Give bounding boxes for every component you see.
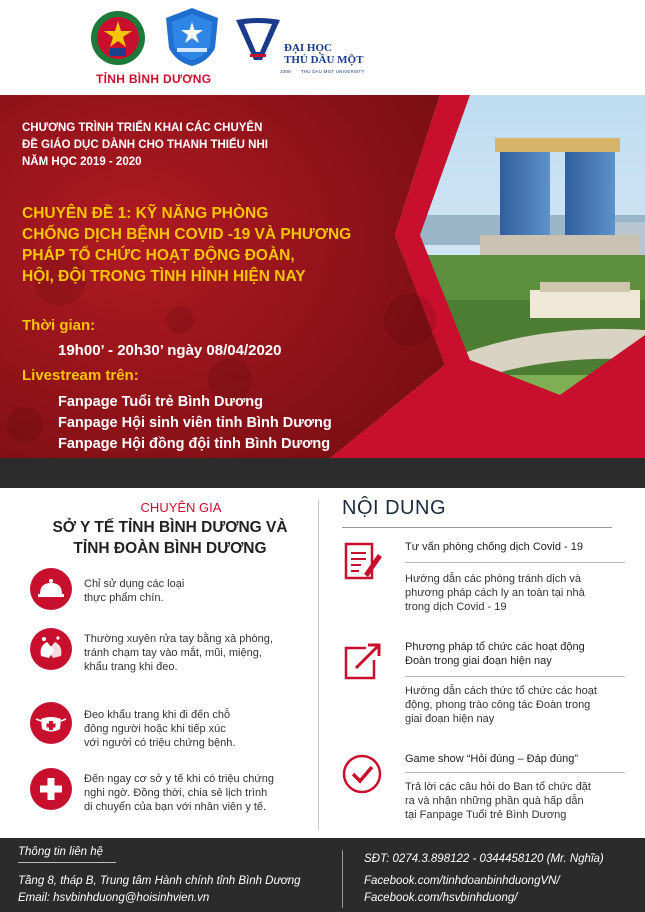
column-divider: [318, 500, 319, 830]
header: [0, 0, 645, 95]
hero-banner: [0, 95, 645, 458]
topic-title: CHUYÊN ĐỀ 1: KỸ NĂNG PHÒNG CHỐNG DỊCH BỆNH COVID -19 VÀ PHƯƠNG PHÁP TỔ CHỨC HOẠT ĐỘNG ĐOÀN, HỘI, ĐỘI TRONG TÌNH HÌNH HIỆN NAY: [22, 205, 352, 285]
expert-label: CHUYÊN GIA: [140, 500, 222, 515]
time-value: 19h00’ - 20h30’ ngày 08/04/2020: [58, 342, 282, 359]
content-heading: Phương pháp tổ chức các hoạt động Đoàn trong giai đoạn hiện nay: [405, 641, 585, 667]
footer: [0, 838, 645, 912]
content-divider: [405, 772, 625, 773]
program-title: CHƯƠNG TRÌNH TRIỂN KHAI CÁC CHUYÊN ĐỀ GIÁO DỤC DÀNH CHO THANH THIẾU NHI NĂM HỌC 2019 - 2020: [22, 122, 268, 168]
address-text: Tầng 8, tháp B, Trung tâm Hành chính tỉnh Bình Dương: [18, 875, 301, 887]
content-heading: Game show “Hỏi đúng – Đáp đúng”: [405, 753, 579, 765]
footer-divider: [342, 850, 343, 908]
tdm-university-logo-icon: [232, 14, 284, 66]
content-title: NỘI DUNG: [342, 497, 446, 519]
student-association-logo-icon: [163, 6, 221, 68]
check-circle-icon: [340, 752, 384, 796]
fanpage-link[interactable]: Fanpage Hội đồng đội tỉnh Bình Dương: [58, 436, 331, 452]
content-body: Hướng dẫn cách thức tổ chức các hoạt động, phong trào công tác Đoàn trong giai đoạn hiện nay: [405, 685, 597, 725]
email-link[interactable]: Email: hsvbinhduong@hoisinhvien.vn: [18, 892, 210, 904]
face-mask-icon: [30, 702, 72, 744]
university-subtitle: [280, 69, 365, 74]
tip-text: Thường xuyên rửa tay bằng xà phòng, tránh chạm tay vào mắt, mũi, miệng, khẩu trang khi đeo.: [84, 633, 273, 673]
content-body: Hướng dẫn các phòng tránh dịch và phương pháp cách ly an toàn tại nhà trong dịch Covid - 19: [405, 573, 585, 613]
youth-union-logo-icon: [90, 8, 146, 68]
medical-cross-icon: [30, 768, 72, 810]
separator-band: [0, 458, 645, 488]
contact-label: Thông tin liên hệ: [18, 846, 104, 858]
tip-text: Chỉ sử dụng các loại thực phẩm chín.: [84, 578, 185, 604]
livestream-label: Livestream trên:: [22, 367, 139, 384]
university-name: ĐẠI HỌC THỦ DẦU MỘT: [284, 42, 364, 66]
content-divider: [405, 562, 625, 563]
phone-text: SĐT: 0274.3.898122 - 0344458120 (Mr. Nghĩa): [364, 853, 604, 865]
university-year: 2009: [280, 69, 291, 74]
title-underline: [342, 527, 612, 528]
province-label: TỈNH BÌNH DƯƠNG: [96, 72, 212, 86]
content-divider: [405, 676, 625, 677]
university-english-name: THU DAU MOT UNIVERSITY: [300, 69, 365, 74]
document-pen-icon: [340, 540, 384, 584]
expert-title: SỞ Y TẾ TỈNH BÌNH DƯƠNG VÀ TỈNH ĐOÀN BÌNH DƯƠNG: [52, 519, 288, 557]
contact-underline: [18, 862, 116, 863]
hand-wash-icon: [30, 628, 72, 670]
food-cloche-icon: [30, 568, 72, 610]
facebook-link[interactable]: Facebook.com/hsvbinhduong/: [364, 892, 518, 904]
content-body: Trả lời các câu hỏi do Ban tổ chức đặt ra và nhận những phần quà hấp dẫn tại Fanpage Tuổi trẻ Bình Dương: [405, 781, 591, 821]
fanpage-link[interactable]: Fanpage Hội sinh viên tỉnh Bình Dương: [58, 415, 332, 431]
tip-text: Đeo khẩu trang khi đi đến chỗ đông người hoặc khi tiếp xúc với người có triệu chứng bệnh.: [84, 709, 236, 749]
time-label: Thời gian:: [22, 317, 96, 334]
fanpage-link[interactable]: Fanpage Tuổi trẻ Bình Dương: [58, 394, 264, 410]
tip-text: Đến ngay cơ sở y tế khi có triệu chứng nghi ngờ. Đồng thời, chia sẻ lịch trình di chuyển của bạn với nhân viên y tế.: [84, 773, 274, 813]
arrow-out-box-icon: [340, 640, 384, 684]
content-heading: Tư vấn phòng chống dịch Covid - 19: [405, 541, 583, 553]
facebook-link[interactable]: Facebook.com/tinhdoanbinhduongVN/: [364, 875, 560, 887]
